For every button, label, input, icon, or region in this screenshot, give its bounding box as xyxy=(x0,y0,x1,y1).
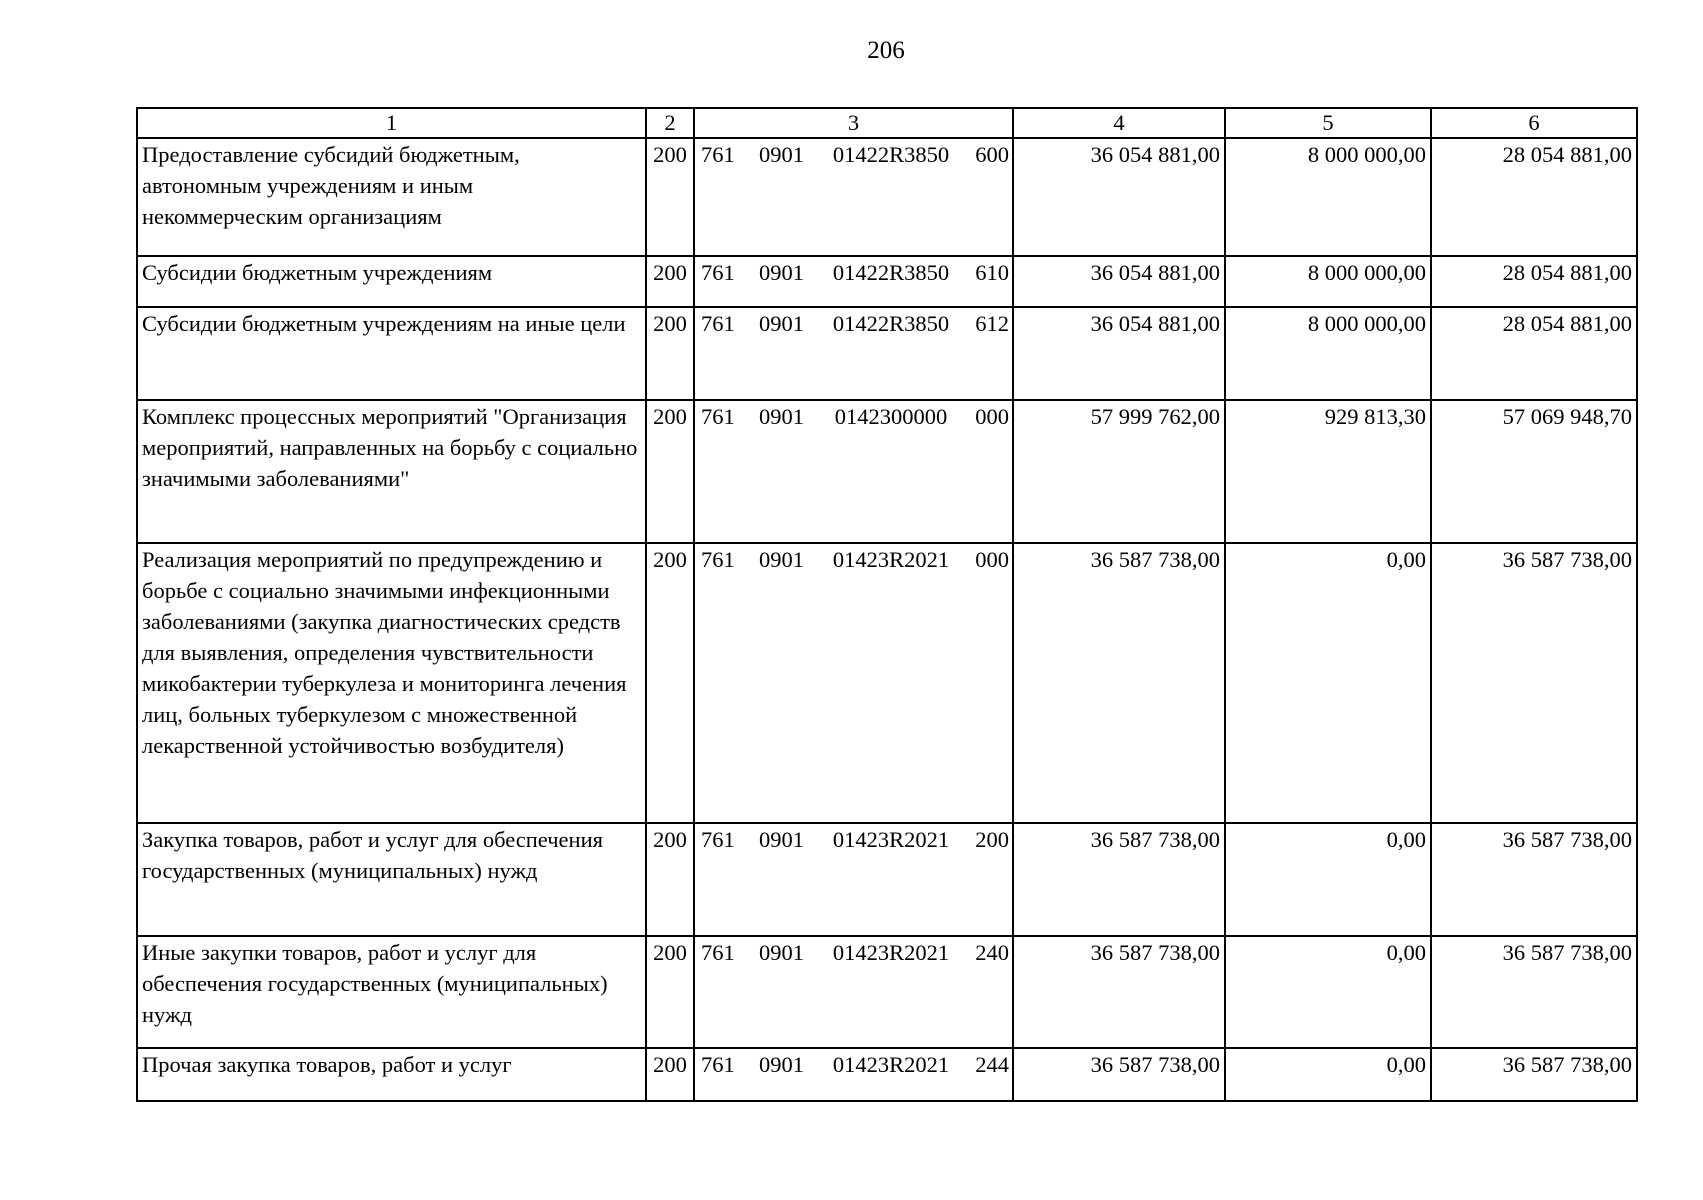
target-article-code: 01423R2021 xyxy=(832,547,950,572)
expense-type-code: 244 xyxy=(975,1052,1009,1077)
expense-type-code: 600 xyxy=(975,142,1009,167)
table-row xyxy=(137,1048,1637,1101)
department-code: 761 xyxy=(701,1052,735,1077)
amount-col4: 36 587 738,00 xyxy=(1013,543,1225,823)
amount-col4: 36 054 881,00 xyxy=(1013,307,1225,400)
amount-col6: 28 054 881,00 xyxy=(1431,256,1637,307)
column-header: 1 xyxy=(137,108,646,138)
target-article-code: 01422R3850 xyxy=(832,142,950,167)
row-code: 200 xyxy=(646,1048,694,1101)
department-code: 761 xyxy=(701,311,735,336)
target-article-code: 01422R3850 xyxy=(832,311,950,336)
target-article-code: 01422R3850 xyxy=(832,260,950,285)
row-code: 200 xyxy=(646,256,694,307)
table-row xyxy=(137,138,1637,256)
amount-col6: 36 587 738,00 xyxy=(1431,936,1637,1048)
department-code: 761 xyxy=(701,260,735,285)
expense-type-code: 200 xyxy=(975,827,1009,852)
amount-col6: 28 054 881,00 xyxy=(1431,307,1637,400)
department-code: 761 xyxy=(701,547,735,572)
amount-col5: 8 000 000,00 xyxy=(1225,307,1431,400)
row-name: Реализация мероприятий по предупреждению и борьбе с социально значимыми инфекционными заболеваниями (закупка диагностических средств для выявления, определения чувствительности микобактерии туберкулеза и мониторинга лечения лиц, больных туберкулезом с множественной лекарственной устойчивостью возбудителя) xyxy=(137,543,646,823)
amount-col5: 0,00 xyxy=(1225,936,1431,1048)
row-name: Субсидии бюджетным учреждениям на иные цели xyxy=(137,307,646,400)
table-row xyxy=(137,823,1637,936)
table-header-row xyxy=(137,108,1637,138)
section-code: 0901 xyxy=(759,260,804,285)
row-classification xyxy=(694,307,1013,400)
expense-type-code: 000 xyxy=(975,547,1009,572)
table-row xyxy=(137,936,1637,1048)
table-row xyxy=(137,256,1637,307)
row-name: Иные закупки товаров, работ и услуг для обеспечения государственных (муниципальных) нужд xyxy=(137,936,646,1048)
amount-col4: 36 054 881,00 xyxy=(1013,256,1225,307)
row-name: Комплекс процессных мероприятий "Организация мероприятий, направленных на борьбу с социально значимыми заболеваниями" xyxy=(137,400,646,543)
department-code: 761 xyxy=(701,827,735,852)
row-name: Прочая закупка товаров, работ и услуг xyxy=(137,1048,646,1101)
row-classification xyxy=(694,823,1013,936)
row-classification xyxy=(694,543,1013,823)
department-code: 761 xyxy=(701,940,735,965)
column-header: 6 xyxy=(1431,108,1637,138)
amount-col5: 0,00 xyxy=(1225,1048,1431,1101)
row-classification xyxy=(694,138,1013,256)
table-row xyxy=(137,307,1637,400)
table-row xyxy=(137,400,1637,543)
row-code: 200 xyxy=(646,543,694,823)
row-code: 200 xyxy=(646,307,694,400)
column-header: 4 xyxy=(1013,108,1225,138)
column-header: 5 xyxy=(1225,108,1431,138)
amount-col4: 36 054 881,00 xyxy=(1013,138,1225,256)
row-classification xyxy=(694,1048,1013,1101)
section-code: 0901 xyxy=(759,1052,804,1077)
amount-col4: 36 587 738,00 xyxy=(1013,936,1225,1048)
amount-col5: 0,00 xyxy=(1225,823,1431,936)
table-row xyxy=(137,543,1637,823)
row-name: Закупка товаров, работ и услуг для обеспечения государственных (муниципальных) нужд xyxy=(137,823,646,936)
row-name: Предоставление субсидий бюджетным, автономным учреждениям и иным некоммерческим организациям xyxy=(137,138,646,256)
expense-type-code: 612 xyxy=(975,311,1009,336)
section-code: 0901 xyxy=(759,940,804,965)
amount-col6: 28 054 881,00 xyxy=(1431,138,1637,256)
amount-col6: 57 069 948,70 xyxy=(1431,400,1637,543)
amount-col6: 36 587 738,00 xyxy=(1431,823,1637,936)
amount-col5: 8 000 000,00 xyxy=(1225,138,1431,256)
amount-col5: 8 000 000,00 xyxy=(1225,256,1431,307)
row-code: 200 xyxy=(646,138,694,256)
amount-col4: 57 999 762,00 xyxy=(1013,400,1225,543)
amount-col6: 36 587 738,00 xyxy=(1431,1048,1637,1101)
row-code: 200 xyxy=(646,936,694,1048)
row-name: Субсидии бюджетным учреждениям xyxy=(137,256,646,307)
department-code: 761 xyxy=(701,404,735,429)
department-code: 761 xyxy=(701,142,735,167)
section-code: 0901 xyxy=(759,142,804,167)
column-header: 2 xyxy=(646,108,694,138)
column-header: 3 xyxy=(694,108,1013,138)
amount-col5: 929 813,30 xyxy=(1225,400,1431,543)
expense-type-code: 610 xyxy=(975,260,1009,285)
page-number: 206 xyxy=(867,37,905,64)
amount-col5: 0,00 xyxy=(1225,543,1431,823)
expense-type-code: 000 xyxy=(975,404,1009,429)
row-code: 200 xyxy=(646,400,694,543)
amount-col4: 36 587 738,00 xyxy=(1013,1048,1225,1101)
section-code: 0901 xyxy=(759,404,804,429)
section-code: 0901 xyxy=(759,311,804,336)
amount-col4: 36 587 738,00 xyxy=(1013,823,1225,936)
budget-table xyxy=(136,107,1638,1102)
target-article-code: 01423R2021 xyxy=(832,1052,950,1077)
expense-type-code: 240 xyxy=(975,940,1009,965)
row-code: 200 xyxy=(646,823,694,936)
row-classification xyxy=(694,936,1013,1048)
target-article-code: 01423R2021 xyxy=(832,940,950,965)
section-code: 0901 xyxy=(759,547,804,572)
amount-col6: 36 587 738,00 xyxy=(1431,543,1637,823)
row-classification xyxy=(694,400,1013,543)
target-article-code: 0142300000 xyxy=(834,404,948,429)
row-classification xyxy=(694,256,1013,307)
target-article-code: 01423R2021 xyxy=(832,827,950,852)
section-code: 0901 xyxy=(759,827,804,852)
